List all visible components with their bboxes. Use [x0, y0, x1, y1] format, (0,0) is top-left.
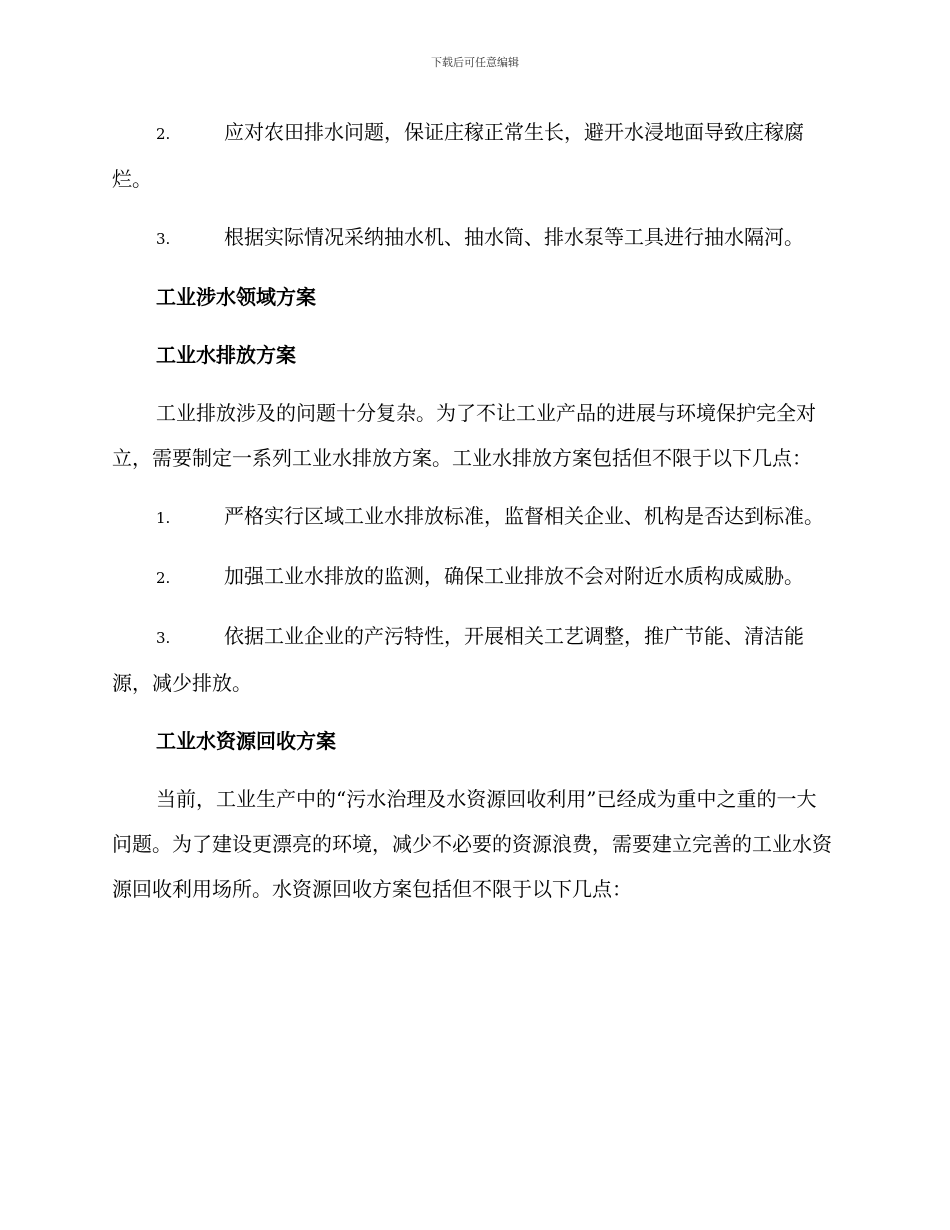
list-number: 2.: [156, 125, 171, 143]
list-number: 3.: [156, 230, 171, 248]
list-number: 3.: [156, 629, 171, 647]
list-text: 依据工业企业的产污特性，开展相关工艺调整，推广节能、清洁能源，减少排放。: [112, 624, 804, 695]
document-body: [112, 110, 834, 925]
list-item-discharge-2: [112, 554, 834, 601]
list-text: 加强工业水排放的监测，确保工业排放不会对附近水质构成威胁。: [224, 564, 804, 588]
list-number: 1.: [156, 509, 171, 527]
list-text: 根据实际情况采纳抽水机、抽水筒、排水泵等工具进行抽水隔河。: [224, 225, 804, 249]
section-heading-discharge: 工业水排放方案: [156, 343, 296, 367]
list-item-discharge-1: [112, 494, 834, 541]
list-item-discharge-3: [112, 614, 834, 706]
list-text: 应对农田排水问题，保证庄稼正常生长，避开水浸地面导致庄稼腐烂。: [112, 120, 804, 191]
page-header: 下载后可任意编辑: [431, 56, 519, 69]
paragraph-discharge: 工业排放涉及的问题十分复杂。为了不让工业产品的进展与环境保护完全对立，需要制定一系列工业水排放方案。工业水排放方案包括但不限于以下几点：: [112, 401, 816, 470]
list-number: 2.: [156, 569, 171, 587]
section-heading-industrial: 工业涉水领域方案: [156, 285, 316, 309]
list-text: 严格实行区域工业水排放标准，监督相关企业、机构是否达到标准。: [224, 504, 824, 528]
list-item-agri-2: [112, 110, 834, 202]
list-item-agri-3: [112, 215, 834, 262]
paragraph-recycle: 当前，工业生产中的“污水治理及水资源回收利用”已经成为重中之重的一大问题。为了建设更漂亮的环境，减少不必要的资源浪费，需要建立完善的工业水资源回收利用场所。水资源回收方案包括但不限于以下几点：: [112, 787, 832, 901]
section-heading-recycle: 工业水资源回收方案: [156, 729, 336, 753]
